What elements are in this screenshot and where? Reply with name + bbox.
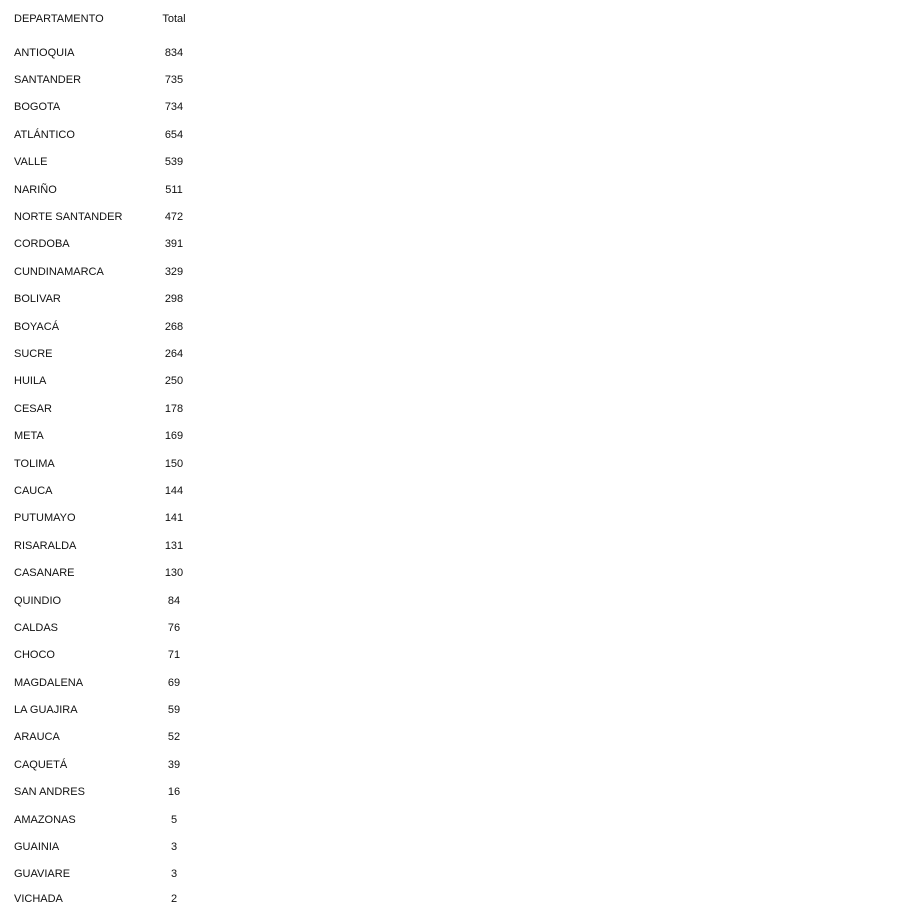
cell-total: 250: [164, 375, 184, 388]
cell-total: 76: [167, 621, 181, 634]
cell-total: 84: [167, 594, 181, 607]
cell-total: 178: [164, 402, 184, 415]
table-row: [14, 779, 214, 806]
cell-departamento: RISARALDA: [14, 539, 77, 552]
cell-departamento: SUCRE: [14, 347, 53, 360]
header-total: Total: [162, 12, 186, 25]
department-totals-table: [14, 12, 214, 910]
cell-departamento: AMAZONAS: [14, 813, 76, 826]
cell-departamento: NORTE SANTANDER: [14, 211, 123, 224]
cell-total: 298: [164, 293, 184, 306]
table-row: [14, 149, 214, 176]
cell-departamento: ARAUCA: [14, 731, 60, 744]
cell-departamento: QUINDIO: [14, 594, 62, 607]
cell-total: 141: [164, 512, 184, 525]
table-row: [14, 39, 214, 66]
cell-total: 69: [167, 676, 181, 689]
cell-total: 268: [164, 320, 184, 333]
cell-departamento: PUTUMAYO: [14, 512, 76, 525]
cell-departamento: CUNDINAMARCA: [14, 265, 104, 278]
table-row: [14, 833, 214, 860]
table-row: [14, 477, 214, 504]
cell-total: 654: [164, 128, 184, 141]
table-body: [14, 39, 214, 910]
cell-total: 169: [164, 430, 184, 443]
cell-total: 130: [164, 567, 184, 580]
cell-total: 329: [164, 265, 184, 278]
cell-total: 511: [165, 183, 183, 196]
table-row: [14, 532, 214, 559]
cell-total: 16: [167, 786, 181, 799]
cell-departamento: BOYACÁ: [14, 320, 60, 333]
table-row: [14, 888, 214, 910]
table-row: [14, 422, 214, 449]
cell-total: 5: [170, 813, 178, 826]
cell-total: 144: [164, 484, 184, 497]
cell-total: 39: [167, 758, 181, 771]
cell-total: 391: [164, 238, 184, 251]
cell-departamento: MAGDALENA: [14, 676, 84, 689]
table-row: [14, 66, 214, 93]
cell-departamento: GUAVIARE: [14, 868, 71, 881]
cell-departamento: TOLIMA: [14, 457, 55, 470]
table-row: [14, 614, 214, 641]
cell-departamento: SAN ANDRES: [14, 786, 85, 799]
table-row: [14, 258, 214, 285]
cell-departamento: CHOCO: [14, 649, 55, 662]
cell-departamento: BOLIVAR: [14, 293, 61, 306]
cell-total: 71: [167, 649, 181, 662]
cell-total: 472: [164, 211, 184, 224]
table-row: [14, 587, 214, 614]
cell-departamento: ATLÁNTICO: [14, 128, 75, 141]
cell-departamento: SANTANDER: [14, 74, 82, 87]
table-row: [14, 751, 214, 778]
cell-total: 131: [164, 539, 184, 552]
cell-total: 834: [164, 46, 184, 59]
table-header-row: [14, 12, 214, 25]
cell-total: 59: [167, 704, 181, 717]
cell-departamento: VICHADA: [14, 893, 63, 906]
cell-total: 3: [170, 841, 178, 854]
table-row: [14, 450, 214, 477]
table-row: [14, 340, 214, 367]
table-row: [14, 313, 214, 340]
table-row: [14, 94, 214, 121]
table-row: [14, 176, 214, 203]
cell-departamento: GUAINIA: [14, 841, 60, 854]
cell-departamento: CALDAS: [14, 621, 59, 634]
cell-departamento: ANTIOQUIA: [14, 46, 75, 59]
cell-departamento: LA GUAJIRA: [14, 704, 78, 717]
table-row: [14, 286, 214, 313]
table-row: [14, 505, 214, 532]
table-row: [14, 395, 214, 422]
cell-total: 539: [164, 156, 184, 169]
cell-departamento: NARIÑO: [14, 183, 57, 196]
cell-total: 3: [170, 868, 178, 881]
cell-total: 735: [164, 74, 184, 87]
cell-departamento: CAUCA: [14, 484, 53, 497]
cell-departamento: HUILA: [14, 375, 47, 388]
cell-departamento: BOGOTA: [14, 101, 61, 114]
table-row: [14, 724, 214, 751]
header-departamento: DEPARTAMENTO: [14, 12, 104, 25]
table-row: [14, 559, 214, 586]
table-row: [14, 642, 214, 669]
table-row: [14, 669, 214, 696]
table-row: [14, 203, 214, 230]
table-row: [14, 861, 214, 888]
table-row: [14, 696, 214, 723]
table-row: [14, 806, 214, 833]
cell-total: 52: [167, 731, 181, 744]
table-row: [14, 231, 214, 258]
table-row: [14, 121, 214, 148]
table-row: [14, 368, 214, 395]
cell-departamento: CORDOBA: [14, 238, 70, 251]
cell-departamento: CASANARE: [14, 567, 75, 580]
cell-total: 734: [164, 101, 184, 114]
cell-departamento: META: [14, 430, 44, 443]
cell-departamento: CAQUETÁ: [14, 758, 68, 771]
cell-total: 2: [170, 893, 178, 906]
cell-departamento: CESAR: [14, 402, 52, 415]
cell-departamento: VALLE: [14, 156, 48, 169]
cell-total: 264: [164, 347, 184, 360]
cell-total: 150: [164, 457, 184, 470]
